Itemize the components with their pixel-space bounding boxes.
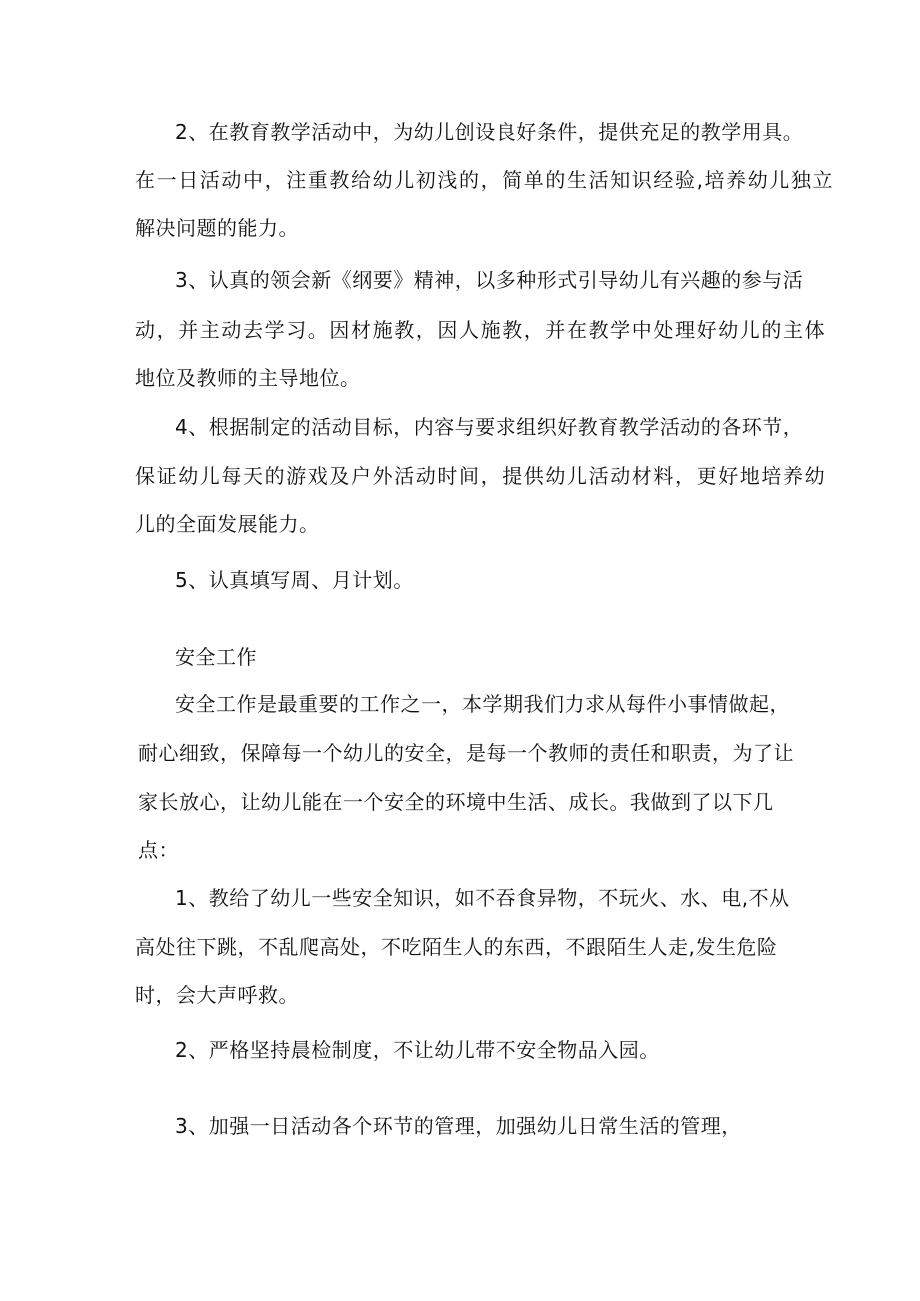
teaching-item-3-line-3: 地位及教师的主导地位。 <box>135 366 361 390</box>
teaching-item-3-line-2: 动，并主动去学习。因材施教，因人施教，并在教学中处理好幼儿的主体 <box>135 318 827 342</box>
teaching-item-4-line-1: 4、根据制定的活动目标，内容与要求组织好教育教学活动的各环节， <box>175 415 804 439</box>
teaching-item-2-line-3: 解决问题的能力。 <box>135 216 299 240</box>
safety-item-1-line-1: 1、教给了幼儿一些安全知识，如不吞食异物，不玩火、水、电,不从 <box>175 886 790 910</box>
teaching-item-4-line-3: 儿的全面发展能力。 <box>135 512 320 536</box>
teaching-item-3-line-1: 3、认真的领会新《纲要》精神，以多种形式引导幼儿有兴趣的参与活 <box>175 268 804 292</box>
teaching-item-2-line-1: 2、在教育教学活动中，为幼儿创设良好条件，提供充足的教学用具。 <box>175 120 804 144</box>
safety-item-1-line-2: 高处往下跳，不乱爬高处，不吃陌生人的东西，不跟陌生人走,发生危险 <box>135 935 778 959</box>
teaching-item-4-line-2: 保证幼儿每天的游戏及户外活动时间，提供幼儿活动材料，更好地培养幼 <box>135 464 827 488</box>
safety-intro-line-1: 安全工作是最重要的工作之一，本学期我们力求从每件小事情做起， <box>175 692 790 716</box>
safety-item-2-line-1: 2、严格坚持晨检制度，不让幼儿带不安全物品入园。 <box>175 1038 660 1062</box>
safety-item-1-line-3: 时，会大声呼救。 <box>135 983 299 1007</box>
teaching-item-2-line-2: 在一日活动中，注重教给幼儿初浅的，简单的生活知识经验,培养幼儿独立 <box>135 168 835 192</box>
safety-item-3-line-1: 3、加强一日活动各个环节的管理，加强幼儿日常生活的管理， <box>175 1114 742 1138</box>
teaching-item-5-line-1: 5、认真填写周、月计划。 <box>175 568 414 592</box>
safety-intro-line-3: 家长放心，让幼儿能在一个安全的环境中生活、成长。我做到了以下几 <box>138 790 774 814</box>
safety-intro-line-4: 点： <box>138 838 179 862</box>
safety-section-heading: 安全工作 <box>175 645 257 669</box>
safety-intro-line-2: 耐心细致，保障每一个幼儿的安全，是每一个教师的责任和职责，为了让 <box>138 741 794 765</box>
